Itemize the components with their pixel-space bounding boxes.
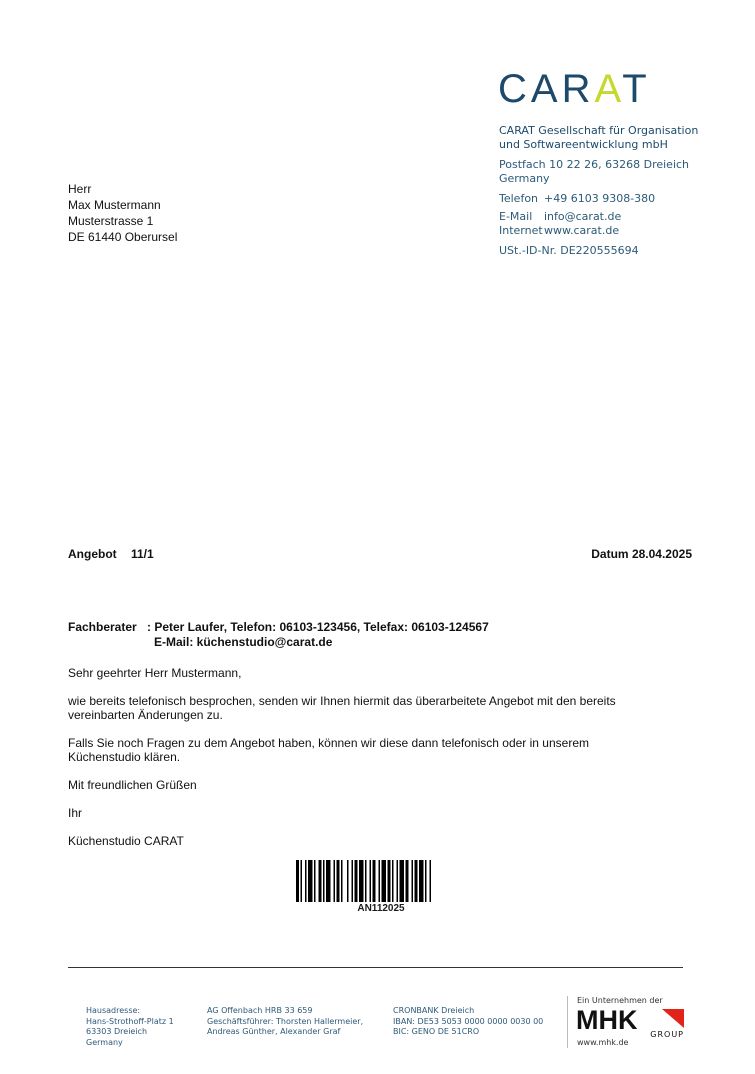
letter-signature: Küchenstudio CARAT bbox=[68, 834, 184, 848]
barcode-bar bbox=[308, 860, 313, 902]
letter-para1-line1: wie bereits telefonisch besprochen, senden wir Ihnen hiermit das überarbeitete Angebot mit den bereits bbox=[68, 694, 616, 708]
email-value: info@carat.de bbox=[544, 210, 622, 223]
barcode-bar bbox=[379, 860, 381, 902]
sender-phone bbox=[499, 192, 655, 206]
barcode-bar bbox=[415, 860, 418, 902]
barcode-bar bbox=[341, 860, 343, 902]
footer-bank-line: IBAN: DE53 5053 0000 0000 0030 00 bbox=[393, 1016, 544, 1026]
barcode-bar bbox=[365, 860, 367, 902]
phone-label: Telefon bbox=[499, 192, 539, 205]
recipient-salutation: Herr bbox=[68, 182, 92, 196]
barcode-bar bbox=[305, 860, 307, 902]
footer-registry-line: AG Offenbach HRB 33 659 bbox=[207, 1006, 313, 1015]
internet-label: Internet bbox=[499, 224, 543, 237]
letter-ihr: Ihr bbox=[68, 806, 83, 820]
sender-email bbox=[499, 210, 621, 224]
sender-vat: USt.-ID-Nr. DE220555694 bbox=[499, 244, 639, 257]
footer-divider bbox=[68, 967, 683, 968]
barcode-bar bbox=[347, 860, 349, 902]
mhk-group-text: GROUP bbox=[650, 1030, 684, 1038]
mhk-logo bbox=[576, 1006, 686, 1038]
date-value: 28.04.2025 bbox=[631, 547, 692, 561]
barcode-bar bbox=[301, 860, 303, 902]
barcode-bar bbox=[412, 860, 414, 902]
barcode-bar bbox=[430, 860, 432, 902]
barcode-bar bbox=[314, 860, 316, 902]
barcode-bar bbox=[373, 860, 376, 902]
footer-registry-line: Geschäftsführer: Thorsten Hallermeier, bbox=[207, 1016, 364, 1026]
sender-internet bbox=[499, 224, 619, 238]
barcode bbox=[296, 860, 466, 902]
barcode-bar bbox=[352, 860, 354, 902]
offer-number: 11/1 bbox=[131, 547, 154, 561]
advisor-label: Fachberater bbox=[68, 620, 137, 634]
mhk-triangle-icon bbox=[662, 1009, 684, 1028]
mhk-logo-text: MHK bbox=[576, 1006, 638, 1035]
barcode-bar bbox=[326, 860, 331, 902]
letter-para2-line2: Küchenstudio klären. bbox=[68, 750, 181, 764]
barcode-bar bbox=[382, 860, 387, 902]
offer-label: Angebot bbox=[68, 547, 117, 561]
sender-company-line1: CARAT Gesellschaft für Organisation bbox=[499, 124, 699, 137]
footer-registry bbox=[207, 1006, 363, 1038]
barcode-bar bbox=[397, 860, 399, 902]
footer-bank-line: BIC: GENO DE 51CRO bbox=[393, 1027, 480, 1036]
sender-postbox: Postfach 10 22 26, 63268 Dreieich bbox=[499, 158, 690, 171]
footer-registry-line: Andreas Günther, Alexander Graf bbox=[207, 1027, 341, 1036]
footer-bank-line: CRONBANK Dreieich bbox=[393, 1006, 475, 1015]
recipient-street: Musterstrasse 1 bbox=[68, 214, 154, 228]
barcode-bar bbox=[388, 860, 391, 902]
advisor-line2: E-Mail: küchenstudio@carat.de bbox=[154, 635, 333, 649]
footer-address-line: Hans-Strothoff-Platz 1 bbox=[86, 1016, 174, 1026]
letter-para1-line2: vereinbarten Änderungen zu. bbox=[68, 708, 223, 722]
footer-bank bbox=[393, 1006, 543, 1038]
carat-logo bbox=[498, 70, 686, 106]
barcode-bar bbox=[337, 860, 340, 902]
barcode-bar bbox=[334, 860, 336, 902]
footer-address-line: Germany bbox=[86, 1037, 123, 1047]
mhk-url: www.mhk.de bbox=[577, 1038, 629, 1047]
footer-address-line: Hausadresse: bbox=[86, 1006, 141, 1015]
barcode-bar bbox=[319, 860, 322, 902]
footer-vertical-divider bbox=[567, 996, 568, 1048]
advisor-line1: : Peter Laufer, Telefon: 06103-123456, Telefax: 06103-124567 bbox=[147, 620, 489, 634]
barcode-bar bbox=[359, 860, 364, 902]
phone-value: +49 6103 9308-380 bbox=[544, 192, 656, 205]
letter-para2-line1: Falls Sie noch Fragen zu dem Angebot haben, können wir diese dann telefonisch oder in unserem bbox=[68, 736, 589, 750]
email-label: E-Mail bbox=[499, 210, 533, 223]
barcode-bar bbox=[425, 860, 427, 902]
recipient-name: Max Mustermann bbox=[68, 198, 161, 212]
barcode-bar bbox=[392, 860, 394, 902]
date-label: Datum bbox=[591, 547, 629, 561]
barcode-text: AN112025 bbox=[357, 903, 405, 914]
barcode-bar bbox=[296, 860, 299, 902]
barcode-bar bbox=[400, 860, 405, 902]
letter-greeting: Sehr geehrter Herr Mustermann, bbox=[68, 666, 242, 680]
recipient-city: DE 61440 Oberursel bbox=[68, 230, 178, 244]
letter-closing: Mit freundlichen Grüßen bbox=[68, 778, 197, 792]
offer-date bbox=[591, 547, 692, 561]
barcode-bar bbox=[355, 860, 358, 902]
internet-value: www.carat.de bbox=[544, 224, 620, 237]
footer-address-line: 63303 Dreieich bbox=[86, 1027, 148, 1036]
barcode-bar bbox=[323, 860, 325, 902]
sender-country: Germany bbox=[499, 172, 550, 185]
mhk-tagline: Ein Unternehmen der bbox=[577, 996, 663, 1005]
footer-address bbox=[86, 1006, 174, 1048]
barcode-bar bbox=[370, 860, 372, 902]
carat-logo-text: CARAT bbox=[498, 70, 651, 106]
barcode-bar bbox=[419, 860, 424, 902]
barcode-bar bbox=[406, 860, 409, 902]
sender-company-line2: und Softwareentwicklung mbH bbox=[499, 138, 668, 151]
